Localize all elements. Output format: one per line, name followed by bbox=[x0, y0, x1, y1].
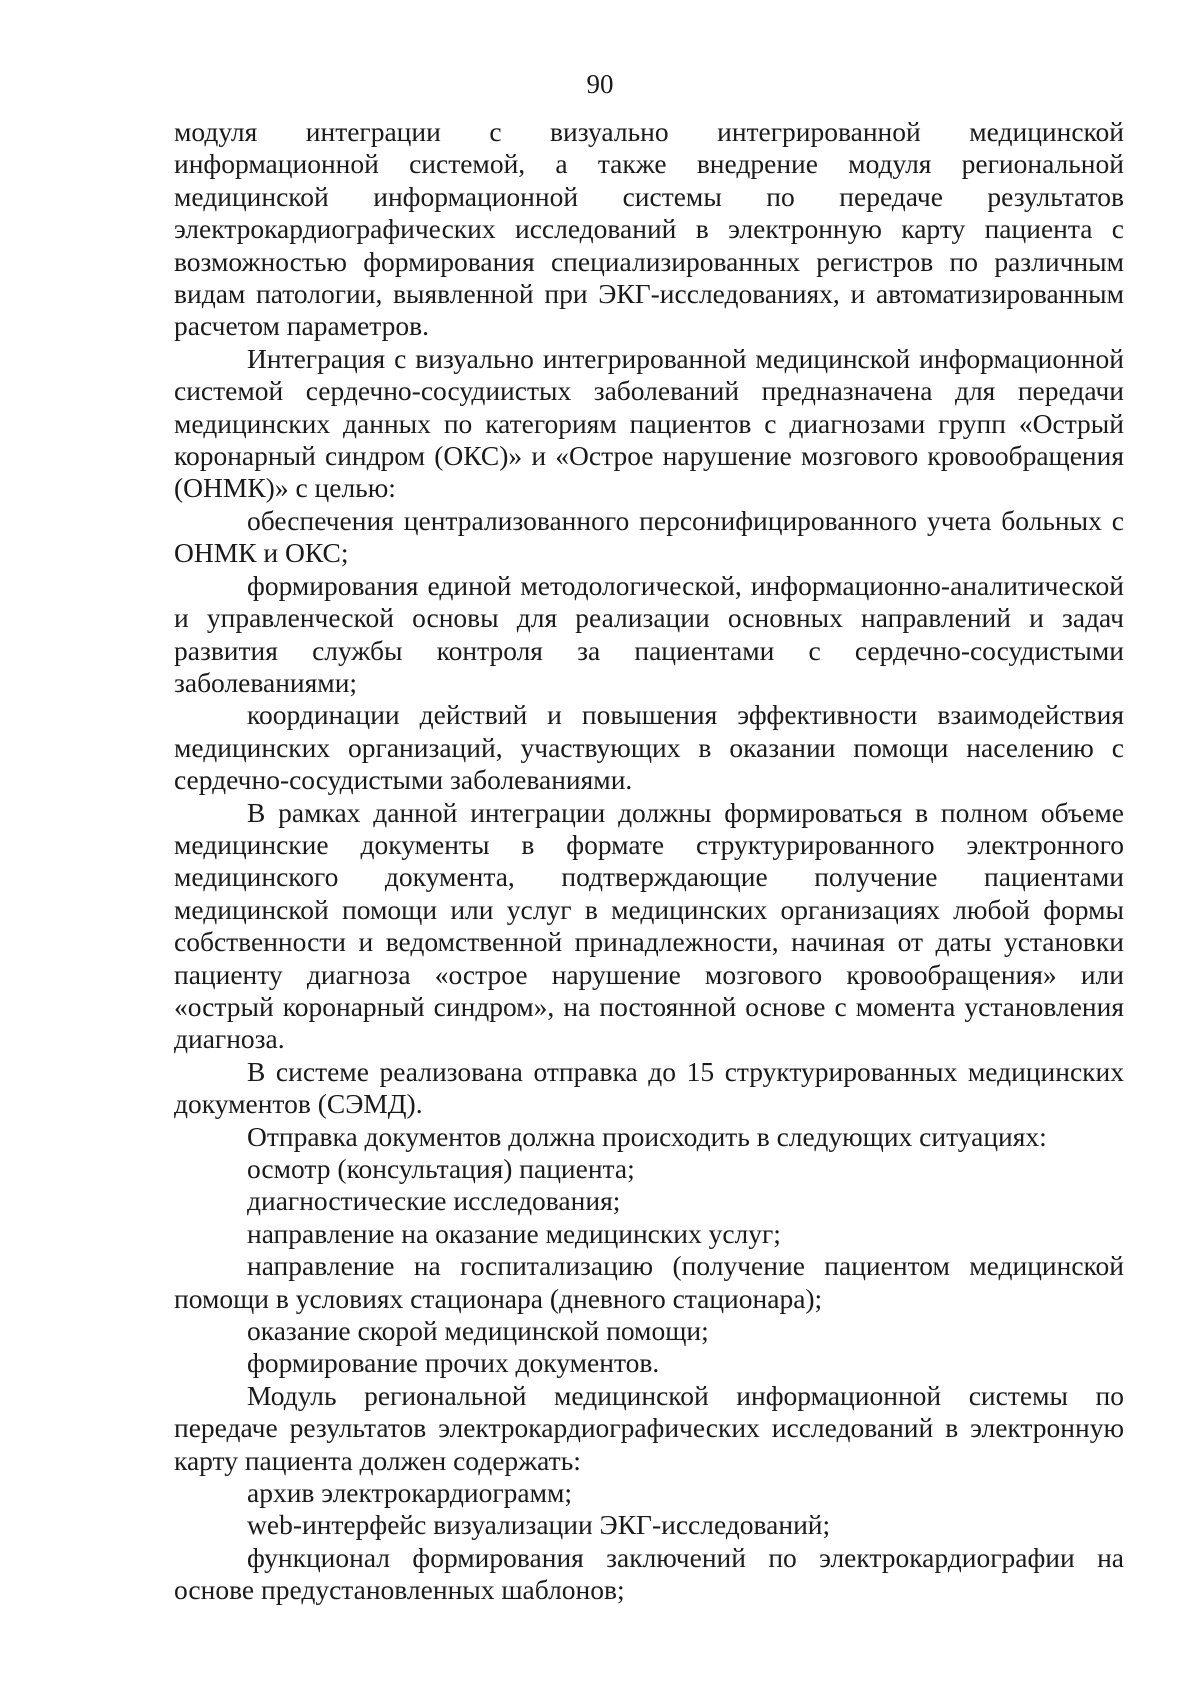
list-item-other-documents: формирование прочих документов. bbox=[247, 1347, 660, 1379]
paragraph-integration-purpose: Интеграция с визуально интегрированной медицинской информационной системой сердечно-сосудиистых заболеваний предназначена для передачи медицинских данных по категориям пациентов с диагнозами групп «Острый коронарный синдром (ОКС)» и «Острое нарушение мозгового кровообращения (ОНМК)» с целью: bbox=[174, 342, 1124, 504]
list-item-accounting: обеспечения централизованного персонифицированного учета больных с ОНМК и ОКС; bbox=[174, 504, 1124, 569]
document-body bbox=[174, 116, 1124, 1607]
paragraph-sending-situations: Отправка документов должна происходить в следующих ситуациях: bbox=[247, 1120, 1047, 1152]
paragraph-documents-scope: В рамках данной интеграции должны формироваться в полном объеме медицинские документы в формате структурированного электронного медицинского документа, подтверждающие получение пациентами медицинской помощи или услуг в медицинских организациях любой формы собственности и ведомственной принадлежности, начиная от даты установки пациенту диагноза «острое нарушение мозгового кровообращения» или «острый коронарный синдром», на постоянной основе с момента установления диагноза. bbox=[174, 796, 1124, 1055]
paragraph-ecg-module: Модуль региональной медицинской информационной системы по передаче результатов электрокардиографических исследований в электронную карту пациента должен содержать: bbox=[174, 1379, 1124, 1476]
list-item-web-interface: web-интерфейс визуализации ЭКГ-исследований; bbox=[247, 1509, 831, 1541]
paragraph-semd-count: В системе реализована отправка до 15 структурированных медицинских документов (СЭМД). bbox=[174, 1055, 1124, 1120]
list-item-referral-hospitalization: направление на госпитализацию (получение пациентом медицинской помощи в условиях стационара (дневного стационара); bbox=[174, 1250, 1124, 1314]
list-item-diagnostics: диагностические исследования; bbox=[247, 1185, 621, 1217]
paragraph-continuation: модуля интеграции с визуально интегрированной медицинской информационной системой, а также внедрение модуля региональной медицинской информационной системы по передаче результатов электрокардиографических исследований в электронную карту пациента с возможностью формирования специализированных регистров по различным видам патологии, выявленной при ЭКГ-исследованиях, и автоматизированным расчетом параметров. bbox=[174, 116, 1124, 342]
list-item-emergency-care: оказание скорой медицинской помощи; bbox=[247, 1315, 709, 1347]
list-item-ecg-archive: архив электрокардиограмм; bbox=[247, 1477, 573, 1509]
list-item-examination: осмотр (консультация) пациента; bbox=[247, 1153, 635, 1184]
list-item-referral-services: направление на оказание медицинских услуг; bbox=[247, 1217, 781, 1249]
page-number: 90 bbox=[586, 69, 614, 99]
list-item-coordination: координации действий и повышения эффективности взаимодействия медицинских организаций, участвующих в оказании помощи населению с сердечно-сосудистыми заболеваниями. bbox=[174, 699, 1124, 796]
list-item-methodology: формирования единой методологической, информационно-аналитической и управленческой основы для реализации основных направлений и задач развития службы контроля за пациентами с сердечно-сосудистыми заболеваниями; bbox=[174, 569, 1124, 698]
list-item-conclusions: функционал формирования заключений по электрокардиографии на основе предустановленных шаблонов; bbox=[174, 1541, 1124, 1606]
